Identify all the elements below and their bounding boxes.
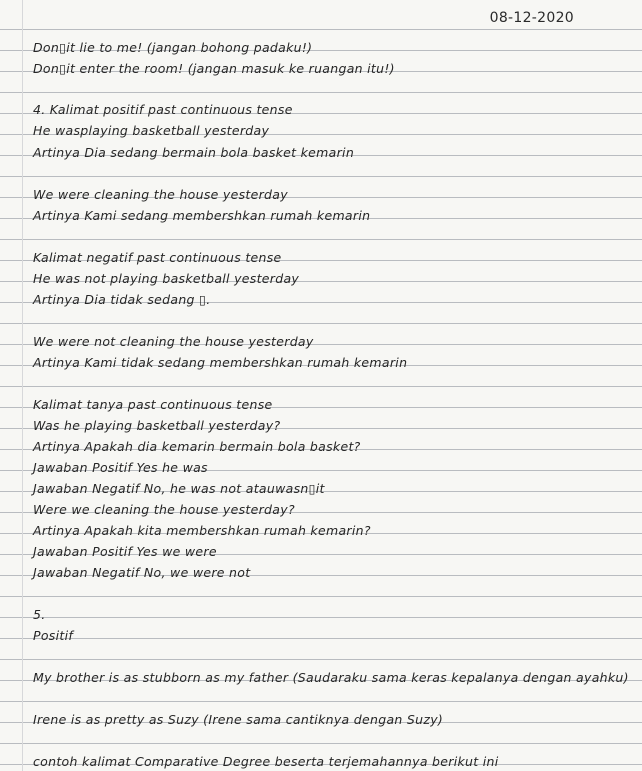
text-line: contoh kalimat Comparative Degree beserta terjemahannya berikut ini [33, 754, 499, 769]
text-line: Don▯it enter the room! (jangan masuk ke ruangan itu!) [33, 61, 395, 76]
text-line: Kalimat tanya past continuous tense [33, 397, 273, 412]
text-line: Irene is as pretty as Suzy (Irene sama cantiknya dengan Suzy) [33, 712, 444, 727]
text-line: 5. [33, 607, 46, 622]
text-line: Artinya Kami sedang membershkan rumah kemarin [33, 208, 371, 223]
text-line: Jawaban Positif Yes we were [33, 544, 217, 559]
text-line: Artinya Dia tidak sedang ▯. [33, 292, 211, 307]
text-line: Jawaban Positif Yes he was [33, 460, 208, 475]
text-line: Jawaban Negatif No, he was not atauwasn▯it [33, 481, 325, 496]
text-line: Artinya Apakah dia kemarin bermain bola basket? [33, 439, 361, 454]
text-line: Jawaban Negatif No, we were not [33, 565, 251, 580]
text-line: We were not cleaning the house yesterday [33, 334, 314, 349]
text-line: Positif [33, 628, 74, 643]
text-line: Artinya Apakah kita membershkan rumah kemarin? [33, 523, 371, 538]
date: 08-12-2020 [489, 10, 574, 26]
text-line: He wasplaying basketball yesterday [33, 123, 270, 138]
text-line: Was he playing basketball yesterday? [33, 418, 281, 433]
text-line: Artinya Kami tidak sedang membershkan rumah kemarin [33, 355, 408, 370]
text-line: Artinya Dia sedang bermain bola basket kemarin [33, 145, 355, 160]
text-line: My brother is as stubborn as my father (Saudaraku sama keras kepalanya dengan ayahku) [33, 670, 629, 685]
text-line: Were we cleaning the house yesterday? [33, 502, 295, 517]
text-line: He was not playing basketball yesterday [33, 271, 300, 286]
text-line: We were cleaning the house yesterday [33, 187, 288, 202]
text-line: Don▯it lie to me! (jangan bohong padaku!) [33, 40, 313, 55]
margin-line [22, 0, 23, 771]
text-line: Kalimat negatif past continuous tense [33, 250, 282, 265]
text-line: 4. Kalimat positif past continuous tense [33, 102, 293, 117]
